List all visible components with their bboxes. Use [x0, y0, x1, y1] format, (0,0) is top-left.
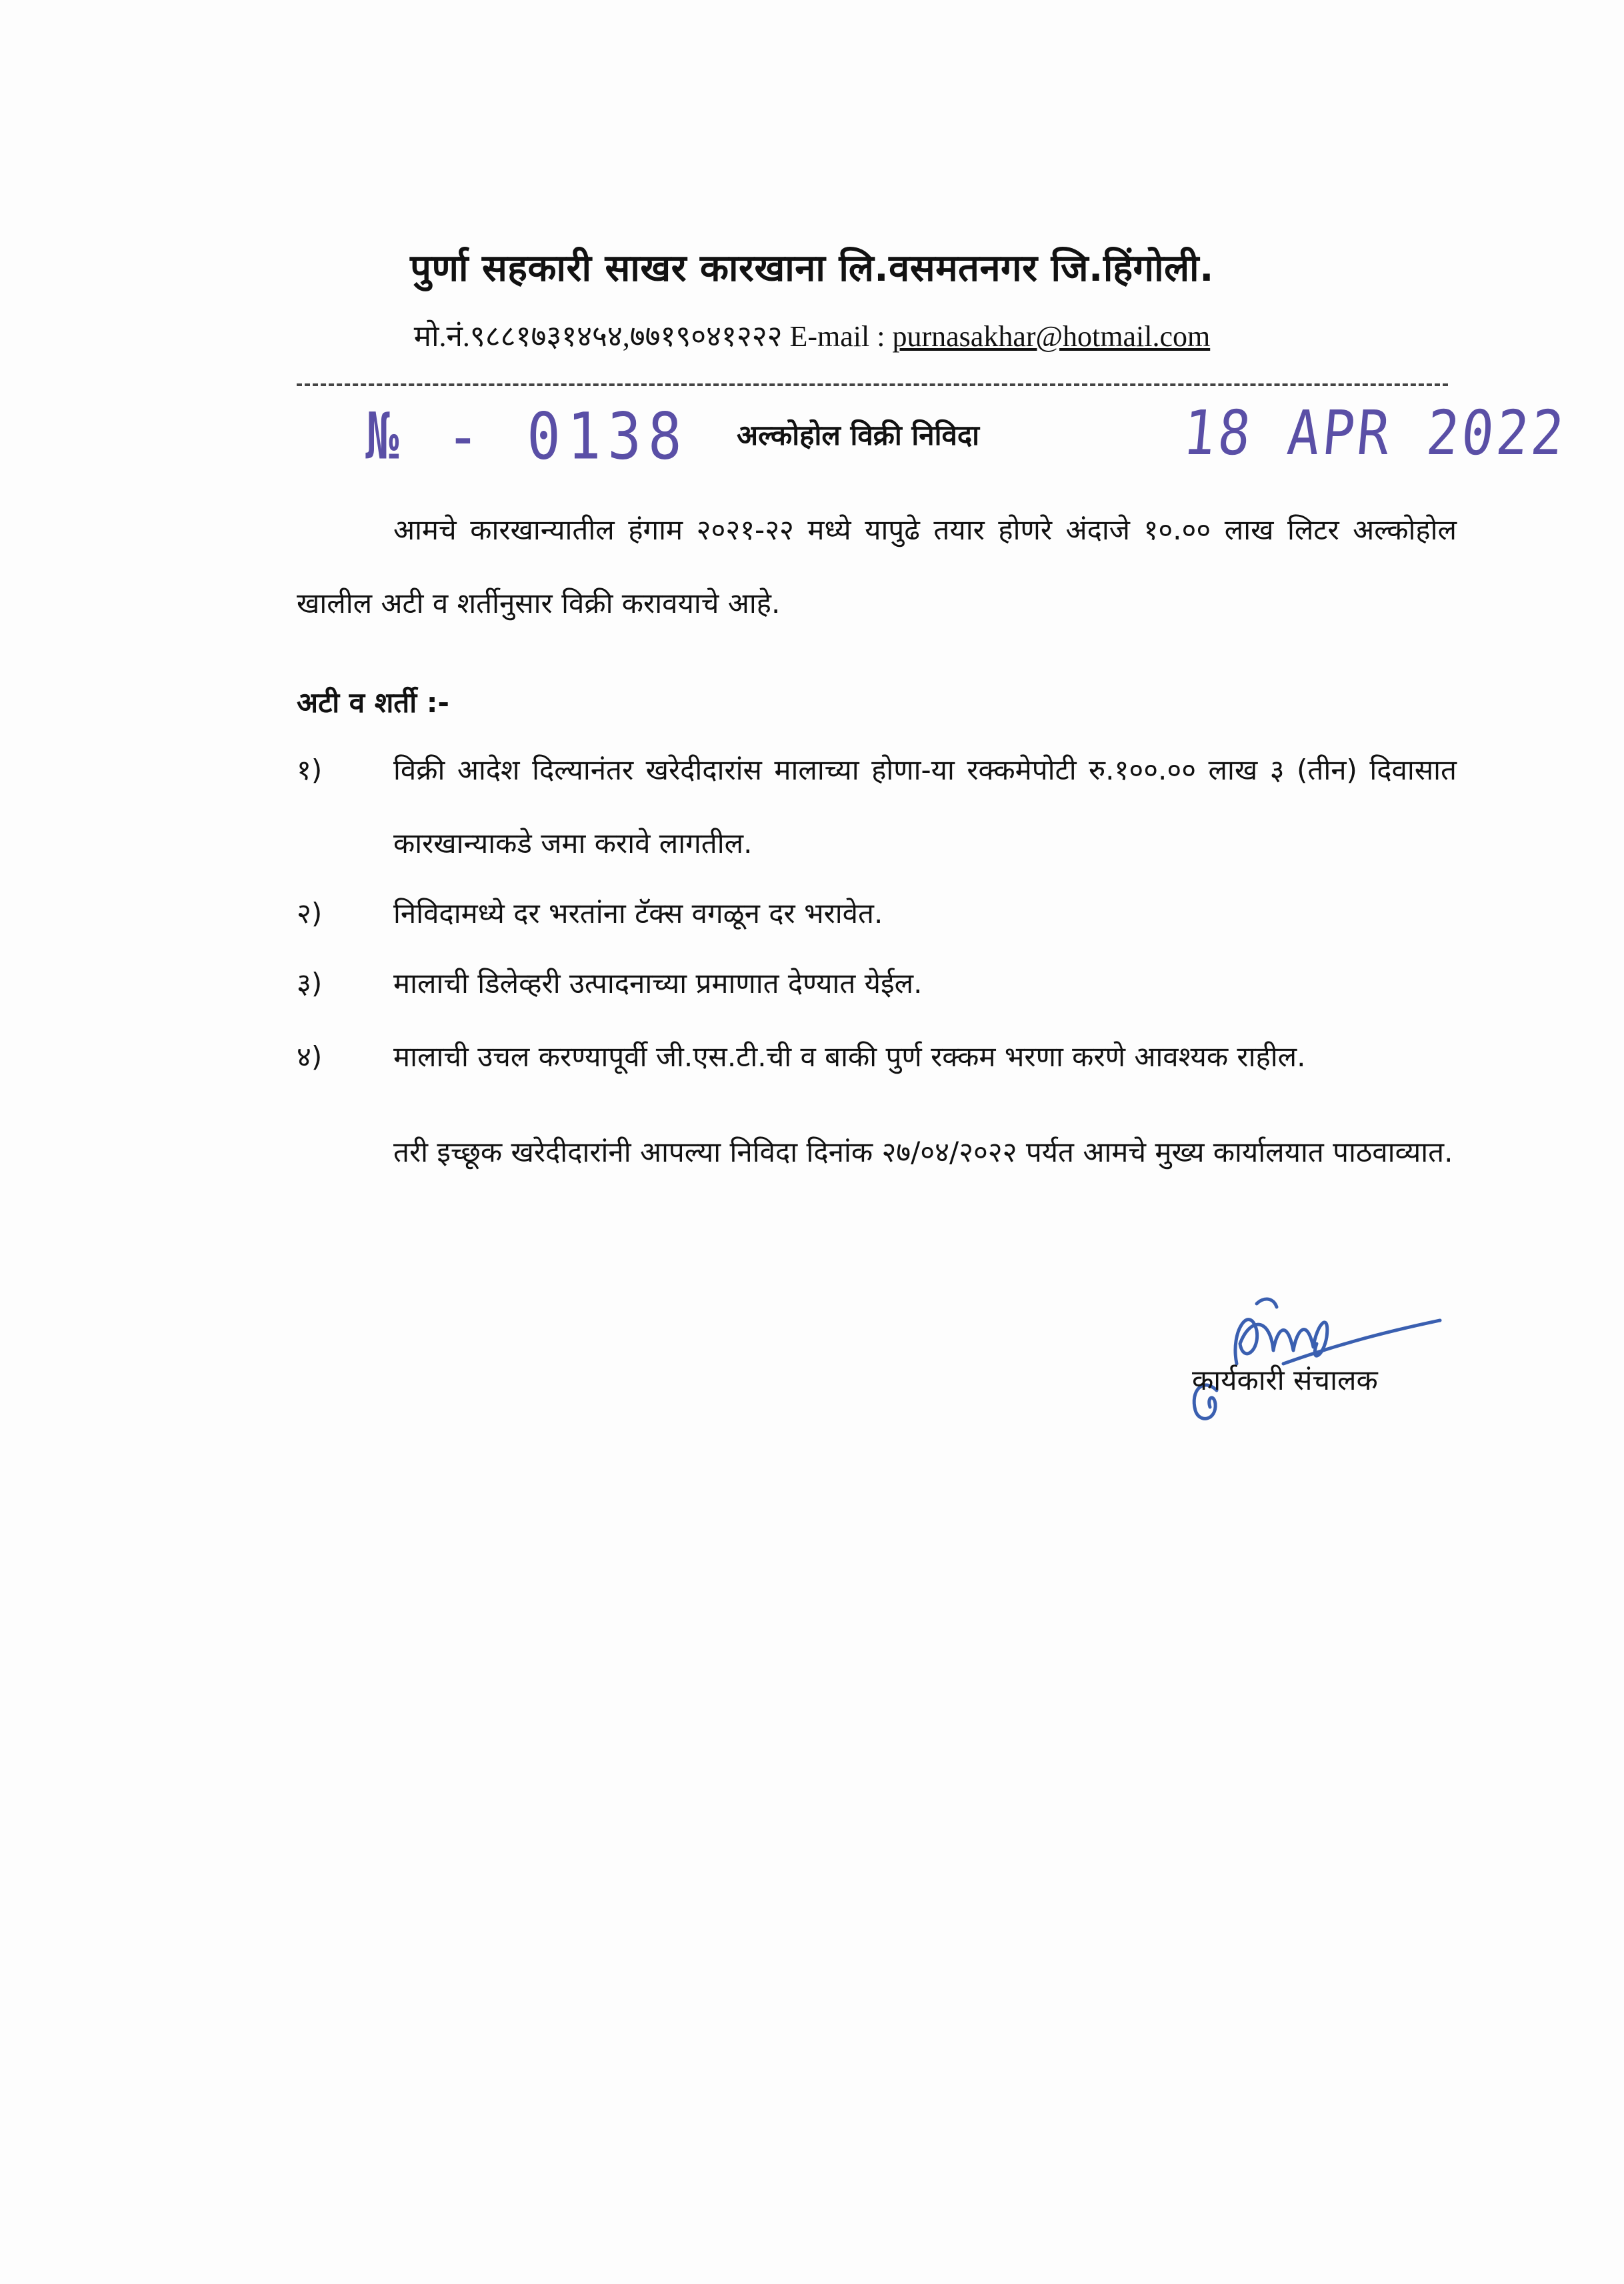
document-subject: अल्कोहोल विक्री निविदा [737, 419, 980, 451]
dashed-divider [297, 383, 1448, 386]
inward-number-stamp: № - 0138 [365, 399, 689, 474]
date-stamp: 18 APR 2022 [1180, 397, 1569, 469]
term-text: विक्री आदेश दिल्यानंतर खरेदीदारांस मालाच्या होणा-या रक्कमेपोटी रु.१००.०० लाख ३ (तीन) दिवासात कारखान्याकडे जमा करावे लागतील. [393, 754, 1457, 860]
term-number: ३) [297, 967, 323, 1000]
email-link[interactable]: purnasakhar@hotmail.com [892, 320, 1211, 353]
intro-paragraph: आमचे कारखान्यातील हंगाम २०२१-२२ मध्ये यापुढे तयार होणरे अंदाजे १०.०० लाख लिटर अल्कोहोल खालील अटी व शर्तीनुसार विक्री करावयाचे आहे. [297, 513, 1457, 620]
signatory-title: कार्यकारी संचालक [1192, 1364, 1378, 1396]
term-number: १) [297, 754, 323, 786]
term-text: मालाची उचल करण्यापूर्वी जी.एस.टी.ची व बाकी पुर्ण रक्कम भरणा करणे आवश्यक राहील. [393, 1040, 1306, 1073]
contact-line [0, 315, 1624, 355]
organization-name: पुर्णा सहकारी साखर कारखाना लि.वसमतनगर जि.हिंगोली. [410, 247, 1214, 290]
term-text: निविदामध्ये दर भरतांना टॅक्स वगळून दर भरावेत. [393, 897, 883, 930]
term-text: मालाची डिलेव्हरी उत्पादनाच्या प्रमाणात देण्यात येईल. [393, 967, 923, 1000]
term-number: २) [297, 897, 323, 930]
term-number: ४) [297, 1040, 323, 1073]
contact-phone-text: मो.नं.९८८१७३१४५४,७७१९०४१२२२ E-mail : [413, 320, 893, 353]
closing-paragraph: तरी इच्छूक खरेदीदारांनी आपल्या निविदा दिनांक २७/०४/२०२२ पर्यत आमचे मुख्य कार्यालयात पाठवाव्यात. [393, 1136, 1453, 1168]
terms-heading: अटी व शर्ती :- [297, 686, 449, 719]
